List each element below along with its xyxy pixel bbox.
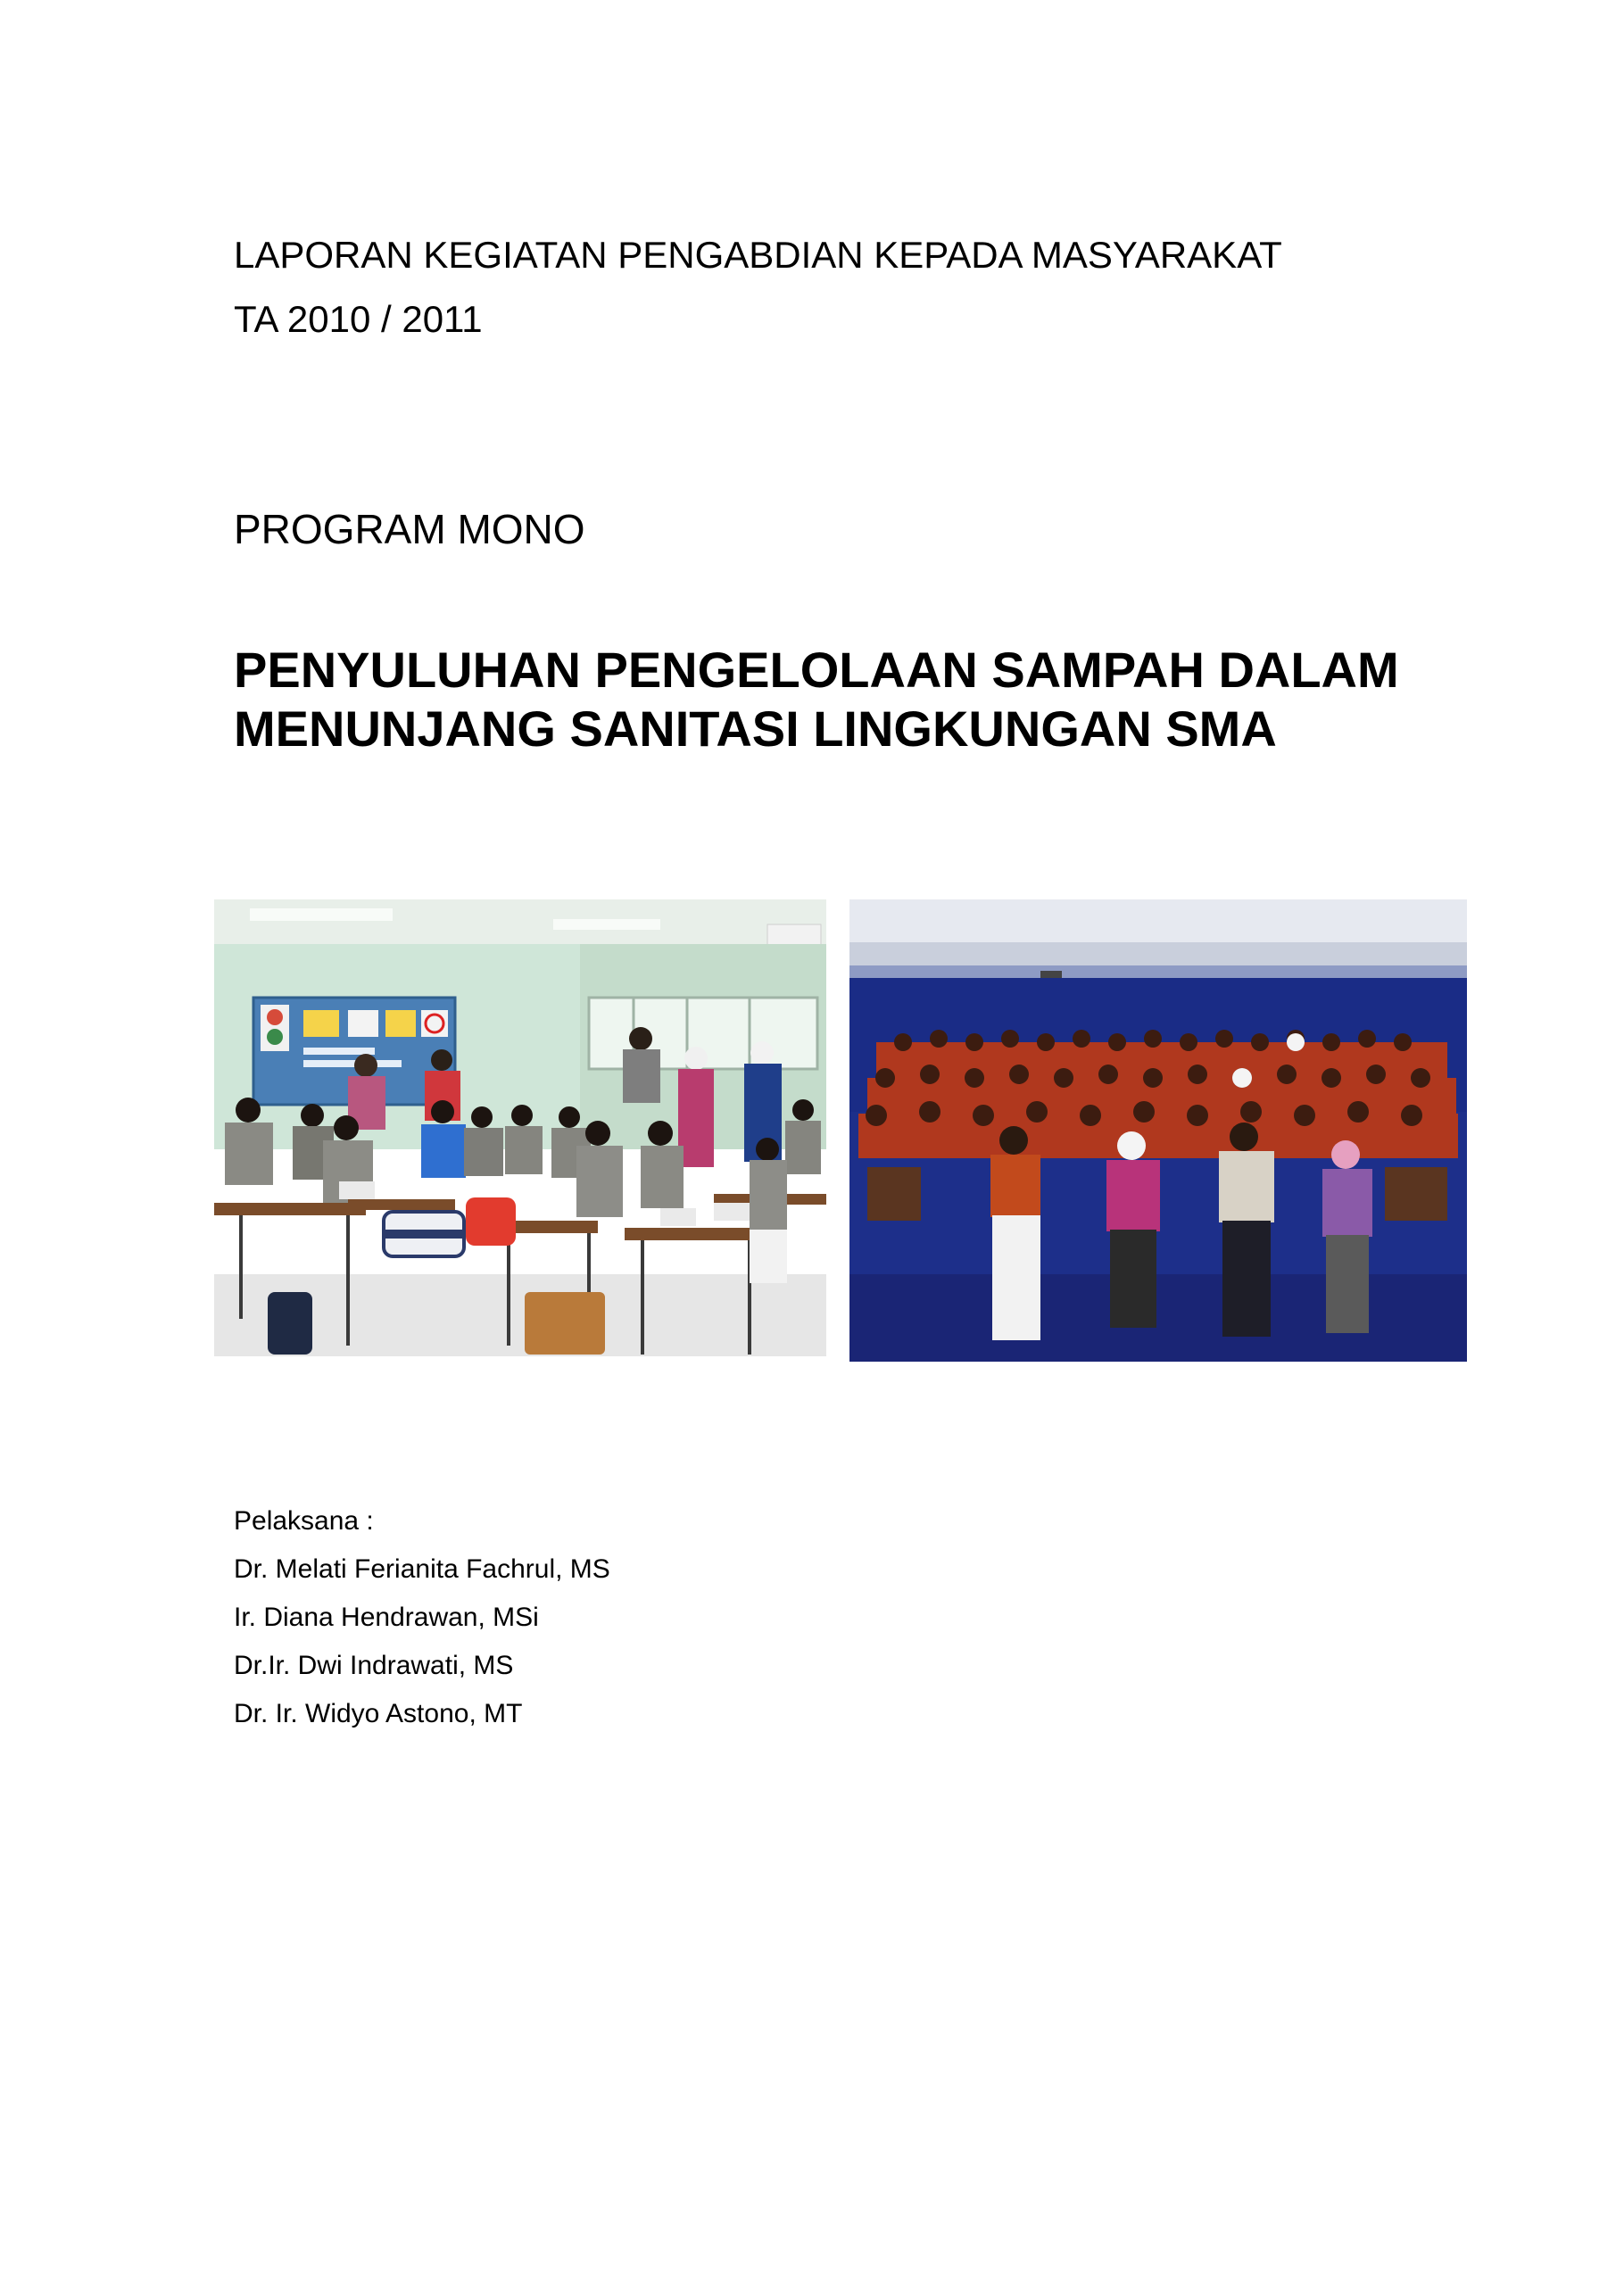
team-label: Pelaksana : bbox=[234, 1506, 374, 1536]
team-member: Dr. Ir. Widyo Astono, MT bbox=[234, 1699, 523, 1728]
main-title bbox=[234, 641, 1399, 758]
team-section bbox=[234, 1497, 610, 1738]
auditorium-photo bbox=[849, 899, 1467, 1362]
academic-year: TA 2010 / 2011 bbox=[234, 298, 483, 340]
team-member: Ir. Diana Hendrawan, MSi bbox=[234, 1603, 539, 1632]
program-label: PROGRAM MONO bbox=[234, 506, 585, 552]
main-title-line-2: MENUNJANG SANITASI LINGKUNGAN SMA bbox=[234, 700, 1277, 757]
classroom-photo bbox=[214, 899, 826, 1356]
report-title: LAPORAN KEGIATAN PENGABDIAN KEPADA MASYARAKAT bbox=[234, 234, 1282, 276]
team-member: Dr.Ir. Dwi Indrawati, MS bbox=[234, 1651, 514, 1680]
main-title-line-1: PENYULUHAN PENGELOLAAN SAMPAH DALAM bbox=[234, 642, 1399, 698]
team-member: Dr. Melati Ferianita Fachrul, MS bbox=[234, 1554, 610, 1584]
